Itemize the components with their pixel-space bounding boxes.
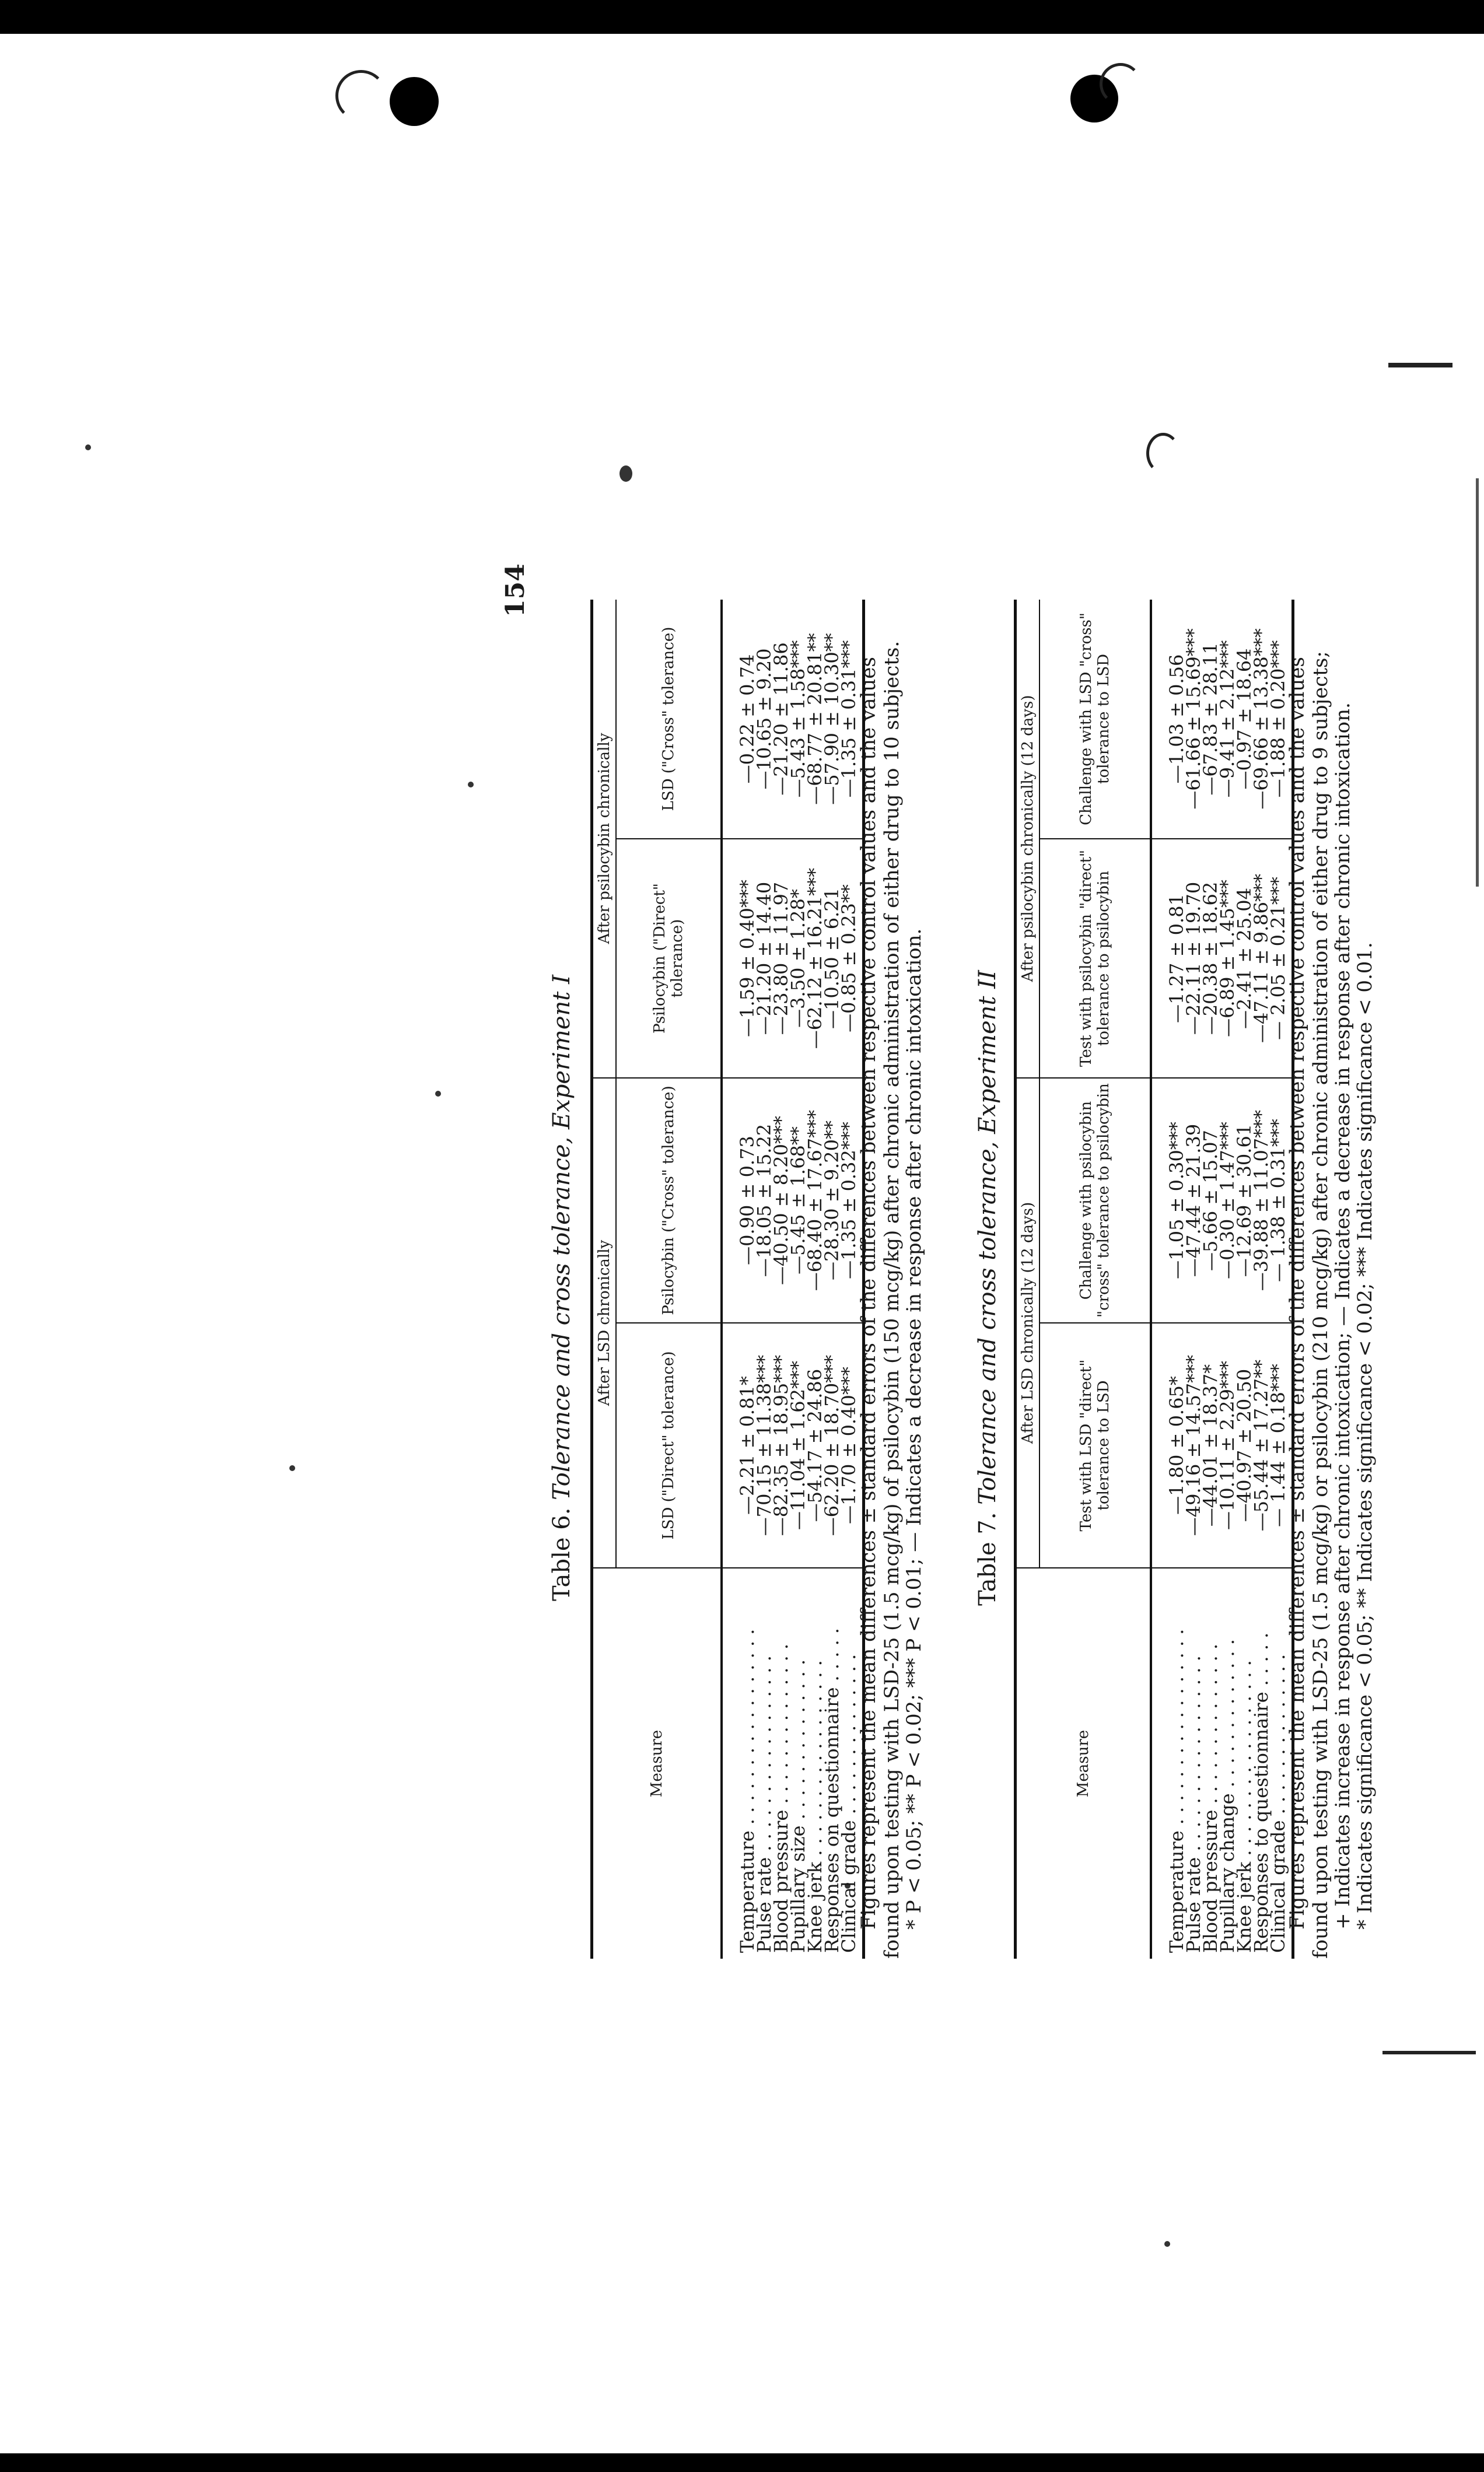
- table6-group-header-psilocybin: After psilocybin chronically: [592, 600, 617, 1078]
- measure-cell: Pulse rate . . . . . . . . . . . . . . . . .: [753, 1655, 775, 1953]
- value-cell: —1.88 ± 0.20***: [1270, 600, 1293, 839]
- value-cell: —40.97 ± 20.50: [1236, 1323, 1253, 1568]
- value-cell: —69.66 ± 13.38***: [1253, 600, 1270, 839]
- table6-col-header: Psilocybin ("Direct" tolerance): [616, 839, 722, 1078]
- measure-cell: Clinical grade . . . . . . . . . . . . . .: [841, 1568, 864, 1959]
- value-cell: —0.22 ± 0.74: [722, 600, 756, 839]
- value-cell: —3.50 ± 1.28*: [790, 839, 807, 1078]
- footnote-line: * Indicates significance < 0.05; ** Indicates significance < 0.02; *** Indicates significance < 0.01.: [1353, 942, 1377, 1930]
- measure-cell: Clinical grade . . . . . . . . . . . . . .: [1270, 1568, 1293, 1959]
- footnote-line: + Indicates increase in response after chronic intoxication; — Indicates a decrease in response after chronic intoxication.: [1331, 702, 1354, 1930]
- table6-caption: [548, 617, 575, 1959]
- value-cell: —1.35 ± 0.31***: [841, 600, 864, 839]
- table7-footnote: [1286, 588, 1308, 1959]
- value-cell: —23.80 ± 11.97: [773, 839, 790, 1078]
- value-cell: —70.15 ± 11.38***: [756, 1323, 773, 1568]
- page-number: 154: [501, 563, 530, 617]
- measure-cell: Pulse rate . . . . . . . . . . . . . . . . .: [1182, 1655, 1205, 1953]
- value-cell: —9.41 ± 2.12***: [1219, 600, 1236, 839]
- value-cell: —2.21 ± 0.81*: [722, 1323, 756, 1568]
- value-cell: —21.20 ± 11.86: [773, 600, 790, 839]
- value-cell: —1.27 ± 0.81: [1151, 839, 1185, 1078]
- value-cell: —67.83 ± 28.11: [1202, 600, 1219, 839]
- value-cell: —82.35 ± 18.95***: [773, 1323, 790, 1568]
- table6-col-header: Psilocybin ("Cross" tolerance): [616, 1078, 722, 1323]
- table6: [590, 600, 865, 1959]
- measure-cell: Temperature . . . . . . . . . . . . . . . . .: [736, 1629, 758, 1953]
- table6-col-header: LSD ("Direct" tolerance): [616, 1323, 722, 1568]
- value-cell: —1.05 ± 0.30***: [1151, 1078, 1185, 1323]
- measure-cell: Responses on questionnaire . . . . .: [821, 1627, 843, 1953]
- table7-caption: [974, 617, 1001, 1959]
- table7: [1014, 600, 1294, 1959]
- value-cell: —10.11 ± 2.29***: [1219, 1323, 1236, 1568]
- value-cell: —55.44 ± 17.27**: [1253, 1323, 1270, 1568]
- table6-measure-header: Measure: [592, 1568, 722, 1959]
- value-cell: —5.66 ± 15.07: [1202, 1078, 1219, 1323]
- table7-col-header: Challenge with LSD "cross" tolerance to LSD: [1040, 600, 1151, 839]
- value-cell: —57.90 ± 10.30**: [824, 600, 841, 839]
- value-cell: — 1.38 ± 0.31***: [1270, 1078, 1293, 1323]
- value-cell: —68.77 ± 20.81**: [807, 600, 824, 839]
- value-cell: —1.70 ± 0.40***: [841, 1323, 864, 1568]
- measure-cell: Blood pressure . . . . . . . . . . . . . .: [770, 1643, 792, 1953]
- value-cell: —62.12 ± 16.21***: [807, 839, 824, 1078]
- value-cell: —47.44 ± 21.39: [1185, 1078, 1202, 1323]
- measure-cell: Knee jerk . . . . . . . . . . . . . . . . .: [804, 1660, 826, 1953]
- measure-cell: Responses to questionnaire . . . . .: [1250, 1632, 1272, 1953]
- table7-label: Table 7.: [974, 1512, 1001, 1606]
- value-cell: —12.69 ± 30.61: [1236, 1078, 1253, 1323]
- value-cell: —61.66 ± 15.69***: [1185, 600, 1202, 839]
- value-cell: —44.01 ± 18.37*: [1202, 1323, 1219, 1568]
- value-cell: —18.05 ± 15.22: [756, 1078, 773, 1323]
- table-row: [722, 600, 756, 1959]
- measure-cell: Pupillary size . . . . . . . . . . . . . .: [787, 1659, 809, 1953]
- value-cell: —5.45 ± 1.68**: [790, 1078, 807, 1323]
- table6-col-header: LSD ("Cross" tolerance): [616, 600, 722, 839]
- value-cell: — 1.44 ± 0.18***: [1270, 1323, 1293, 1568]
- table7-footnote-cont: [1310, 588, 1376, 1959]
- table7-measure-header: Measure: [1016, 1568, 1152, 1959]
- table6-group-header-lsd: After LSD chronically: [592, 1078, 617, 1568]
- measure-cell: Temperature . . . . . . . . . . . . . . . . .: [1166, 1629, 1188, 1953]
- value-cell: —11.04 ± 1.62***: [790, 1323, 807, 1568]
- value-cell: —20.38 ± 18.62: [1202, 839, 1219, 1078]
- value-cell: —0.85 ± 0.23**: [841, 839, 864, 1078]
- value-cell: —40.50 ± 8.20***: [773, 1078, 790, 1323]
- value-cell: —28.30 ± 9.20**: [824, 1078, 841, 1323]
- value-cell: —2.41 ± 25.04: [1236, 839, 1253, 1078]
- value-cell: —39.88 ± 11.07***: [1253, 1078, 1270, 1323]
- table6-footnote-cont: [881, 588, 925, 1959]
- table7-col-header: Test with psilocybin "direct" tolerance to psilocybin: [1040, 839, 1151, 1078]
- footnote-line: found upon testing with LSD-25 (1.5 mcg/kg) of psilocybin (150 mcg/kg) after chronic administration of either drug to 10 subjects.: [880, 640, 904, 1959]
- value-cell: —1.80 ± 0.65*: [1151, 1323, 1185, 1568]
- table7-title: Tolerance and cross tolerance, Experiment II: [974, 970, 1001, 1505]
- table6-label: Table 6.: [548, 1507, 575, 1601]
- value-cell: —54.17 ± 24.86: [807, 1323, 824, 1568]
- value-cell: —49.16 ± 14.57***: [1185, 1323, 1202, 1568]
- footnote-line: Figures represent the mean differences ± standard errors of the differences between respective control values and the values: [857, 657, 880, 1930]
- footnote-line: found upon testing with LSD-25 (1.5 mcg/kg) or psilocybin (210 mcg/kg) after chronic administration of either drug to 9 subjects;: [1309, 651, 1332, 1959]
- table7-col-header: Test with LSD "direct" tolerance to LSD: [1040, 1323, 1151, 1568]
- value-cell: —62.20 ± 18.70***: [824, 1323, 841, 1568]
- table7-group-header-lsd: After LSD chronically (12 days): [1016, 1078, 1040, 1568]
- value-cell: —6.89 ± 1.45***: [1219, 839, 1236, 1078]
- value-cell: —1.59 ± 0.40***: [722, 839, 756, 1078]
- value-cell: —10.65 ± 9.20: [756, 600, 773, 839]
- value-cell: —47.11 ± 9.86***: [1253, 839, 1270, 1078]
- table7-group-header-psilocybin: After psilocybin chronically (12 days): [1016, 600, 1040, 1078]
- value-cell: —0.30 ± 1.47***: [1219, 1078, 1236, 1323]
- table-row: [1151, 600, 1185, 1959]
- value-cell: —0.90 ± 0.73: [722, 1078, 756, 1323]
- value-cell: —5.43 ± 1.58***: [790, 600, 807, 839]
- value-cell: — 2.05 ± 0.21***: [1270, 839, 1293, 1078]
- footnote-line: * P < 0.05; ** P < 0.02; *** P < 0.01; — Indicates a decrease in response after chronic intoxication.: [902, 928, 926, 1930]
- value-cell: —22.11 ± 19.70: [1185, 839, 1202, 1078]
- value-cell: —0.97 ± 18.64: [1236, 600, 1253, 839]
- measure-cell: Blood pressure . . . . . . . . . . . . . .: [1199, 1643, 1222, 1953]
- table6-title: Tolerance and cross tolerance, Experiment I: [548, 975, 575, 1500]
- value-cell: —1.03 ± 0.56: [1151, 600, 1185, 839]
- measure-cell: Knee jerk . . . . . . . . . . . . . . . . .: [1233, 1660, 1255, 1953]
- value-cell: —21.20 ± 14.40: [756, 839, 773, 1078]
- table7-col-header: Challenge with psilocybin "cross" tolerance to psilocybin: [1040, 1078, 1151, 1323]
- value-cell: —68.40 ± 17.67***: [807, 1078, 824, 1323]
- value-cell: —10.50 ± 6.21: [824, 839, 841, 1078]
- footnote-line: Figures represent the mean differences ± standard errors of the differences between respective control values and the values: [1286, 657, 1309, 1930]
- value-cell: —1.35 ± 0.32***: [841, 1078, 864, 1323]
- table6-footnote: [858, 588, 880, 1959]
- measure-cell: Pupillary change . . . . . . . . . . . . .: [1216, 1638, 1238, 1953]
